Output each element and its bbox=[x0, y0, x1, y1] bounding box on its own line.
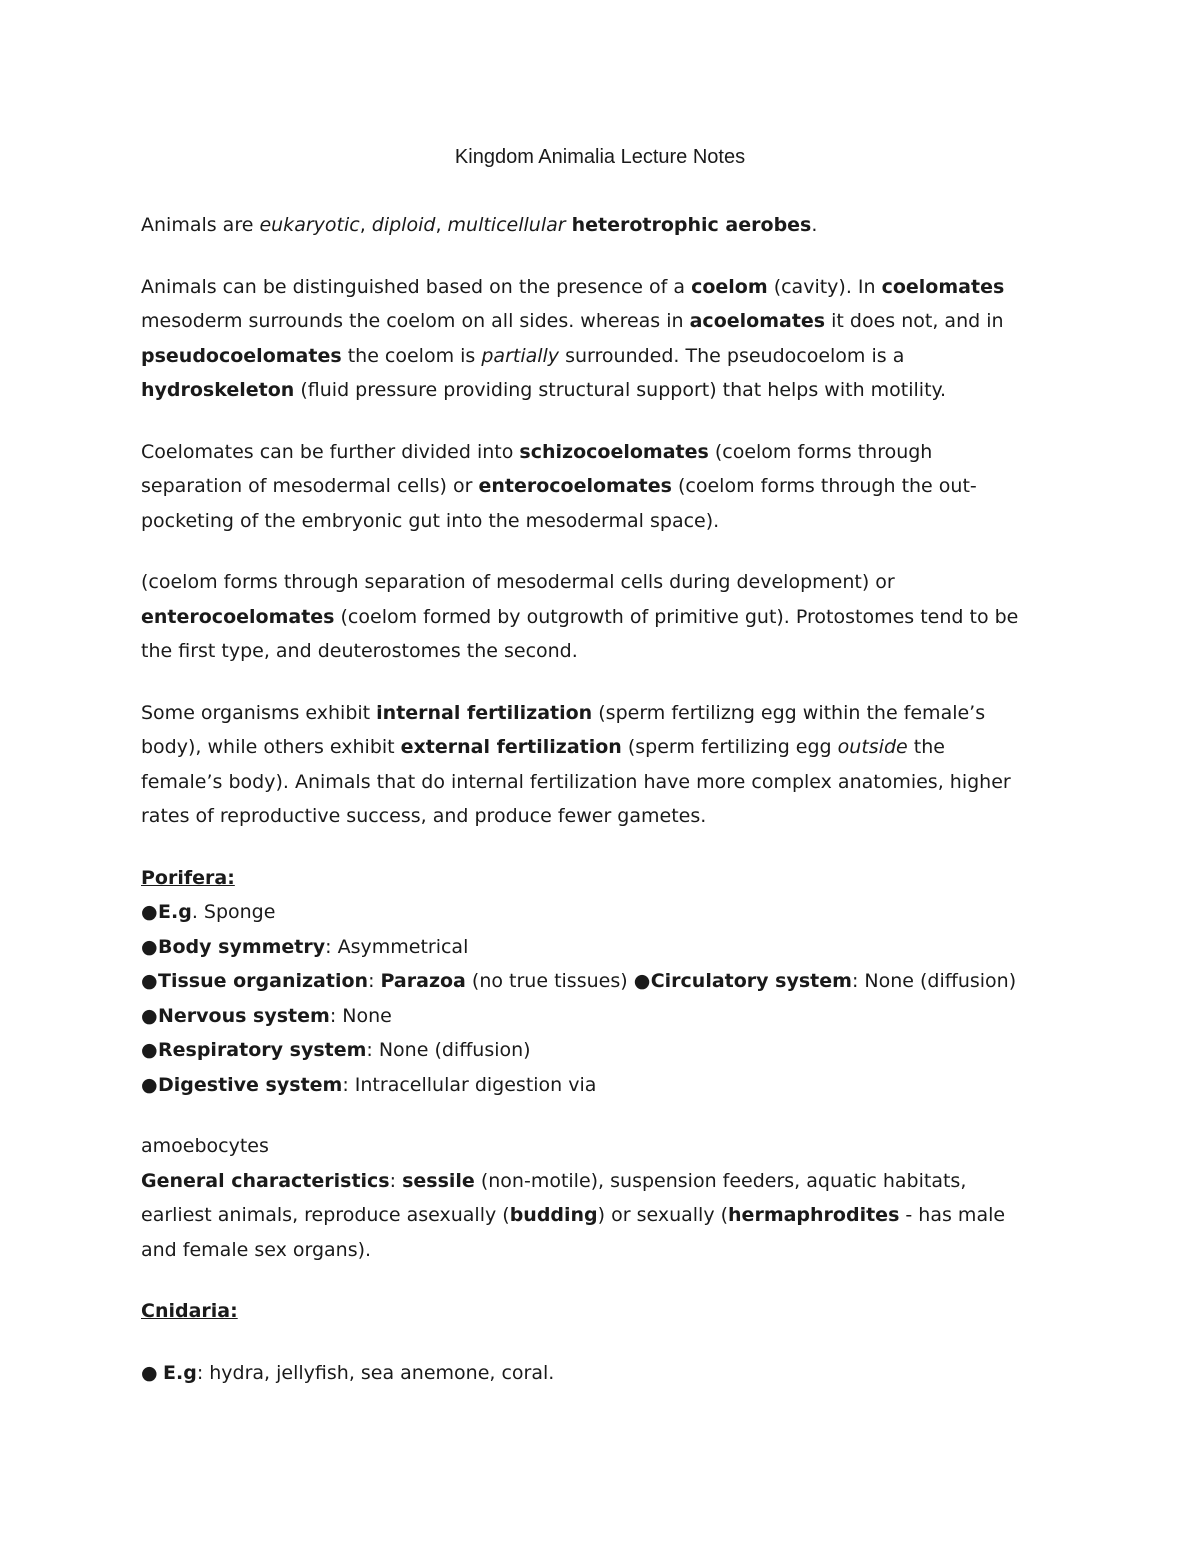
document-body bbox=[141, 208, 1061, 1390]
list-item: ●E.g. Sponge bbox=[141, 895, 1061, 930]
bullet-icon: ● bbox=[141, 1039, 158, 1061]
bullet-icon: ● bbox=[141, 970, 158, 992]
bullet-icon: ● bbox=[141, 935, 158, 958]
page-title: Kingdom Animalia Lecture Notes bbox=[454, 146, 746, 168]
intro-paragraph: Animals are eukaryotic, diploid, multicellular heterotrophic aerobes. bbox=[141, 214, 818, 236]
cnidaria-heading: Cnidaria: bbox=[141, 1300, 238, 1322]
porifera-characteristics: amoebocytes General characteristics: sessile (non-motile), suspension feeders, aquatic habitats, earliest animals, reproduce asexually (budding) or sexually (hermaphrodites - has male and female sex organs). bbox=[141, 1135, 1006, 1261]
enterocoelomates-paragraph: (coelom forms through separation of mesodermal cells during development) or enterocoelomates (coelom formed by outgrowth of primitive gut). Protostomes tend to be the first type, and deuterostomes the second. bbox=[141, 571, 1019, 662]
porifera-heading: Porifera: bbox=[141, 866, 235, 889]
bullet-icon: ● bbox=[633, 970, 651, 992]
bullet-icon: ● bbox=[141, 1073, 158, 1096]
bullet-icon: ● bbox=[141, 1004, 158, 1027]
cnidaria-section bbox=[141, 1294, 1061, 1390]
coelomates-paragraph: Coelomates can be further divided into schizocoelomates (coelom forms through separation of mesodermal cells) or enterocoelomates (coelom forms through the out- pocketing of the embryonic gut into the mesodermal space). bbox=[141, 440, 977, 532]
list-item: ● E.g: hydra, jellyfish, sea anemone, coral. bbox=[141, 1356, 1061, 1391]
list-item: ●Digestive system: Intracellular digestion via bbox=[141, 1068, 1061, 1103]
list-item: ●Body symmetry: Asymmetrical bbox=[141, 930, 1061, 965]
list-item: ●Tissue organization: Parazoa (no true tissues) ●Circulatory system: None (diffusion) bbox=[141, 964, 1061, 999]
coelom-paragraph: Animals can be distinguished based on the presence of a coelom (cavity). In coelomates mesoderm surrounds the coelom on all sides. whereas in acoelomates it does not, and in pseudocoelomates the coelom is partially surrounded. The pseudocoelom is a hydroskeleton (fluid pressure providing structural support) that helps with motility. bbox=[141, 275, 1005, 401]
list-item: ●Respiratory system: None (diffusion) bbox=[141, 1033, 1061, 1068]
porifera-section bbox=[141, 861, 1061, 1103]
bullet-icon: ● bbox=[141, 901, 158, 923]
list-item: ●Nervous system: None bbox=[141, 999, 1061, 1034]
fertilization-paragraph: Some organisms exhibit internal fertilization (sperm fertilizng egg within the female’s body), while others exhibit external fertilization (sperm fertilizing egg outside the female’s body). Animals that do internal fertilization have more complex anatomies, higher rates of reproductive success, and produce fewer gametes. bbox=[141, 701, 1011, 827]
bullet-icon: ● bbox=[141, 1361, 158, 1384]
